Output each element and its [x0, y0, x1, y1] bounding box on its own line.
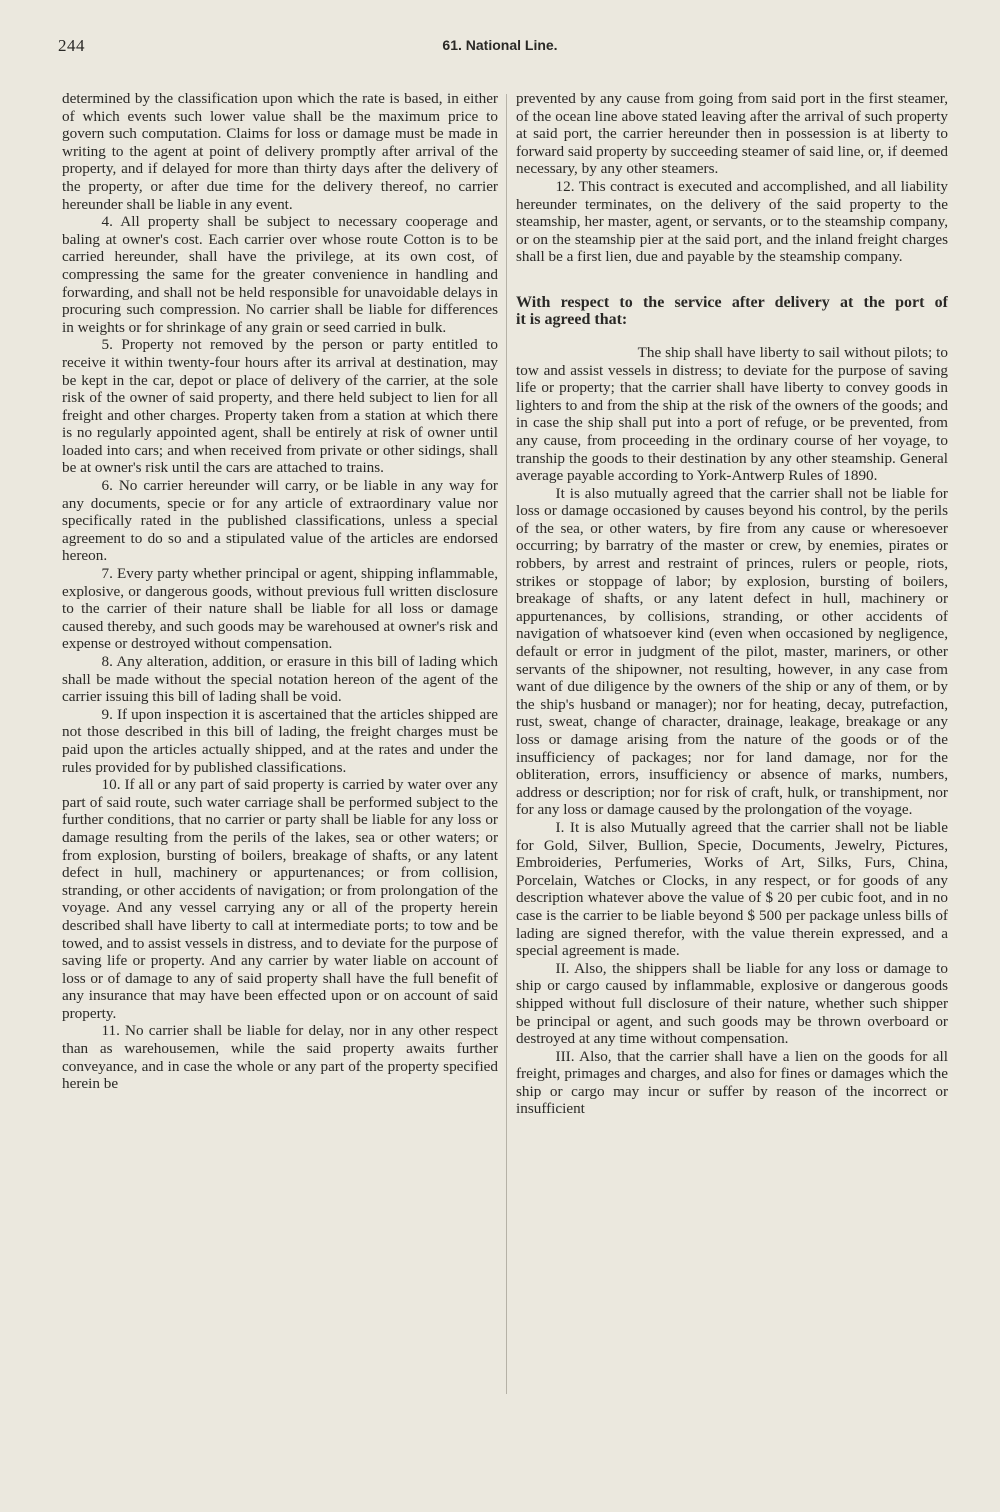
paragraph: prevented by any cause from going from said port in the first steamer, of the ocean line above stated leaving after the arrival of such property at said port, the carrier hereunder then in possession is at liberty to forward said property by succeeding steamer of said line, or, if deemed necessary, by any other steamers. [516, 90, 948, 178]
paragraph-clause-9: 9. If upon inspection it is ascertained that the articles shipped are not those described in this bill of lading, the freight charges must be paid upon the articles actually shipped, and at the rates and under the rules provided for by published classifications. [62, 705, 498, 776]
column-divider [506, 94, 507, 1394]
paragraph-clause-ii: II. Also, the shippers shall be liable for any loss or damage to ship or cargo caused by inflammable, explosive or dangerous goods shipped without full disclosure of their nature, whether such shipper be principal or agent, and such goods may be thrown overboard or destroyed at any time without compensation. [516, 959, 948, 1048]
paragraph-clause-iii: III. Also, that the carrier shall have a lien on the goods for all freight, primages and charges, and also for fines or damages which the ship or cargo may incur or suffer by reason of the incorrect or insufficient [516, 1047, 948, 1118]
paragraph-clause-6: 6. No carrier hereunder will carry, or be liable in any way for any documents, specie or for any article of extraordinary value nor specifically rated in the published classifications, unless a special agreement to do so and a stipulated value of the articles are endorsed hereon. [62, 477, 498, 565]
right-column [516, 90, 948, 1420]
page-number: 244 [58, 36, 85, 55]
running-head: 61. National Line. [442, 37, 558, 53]
section-heading: With respect to the service after delivery at the port of it is agreed that: [516, 293, 948, 328]
paragraph-clause-7: 7. Every party whether principal or agent, shipping inflammable, explosive, or dangerous goods, without previous full written disclosure to the carrier of their nature shall be liable for all loss or damage caused thereby, and such goods may be warehoused at owner's risk and expense or destroyed without compensation. [62, 565, 498, 653]
paragraph-clause-11: 11. No carrier shall be liable for delay, nor in any other respect than as warehousemen, while the said property awaits further conveyance, and in case the whole or any part of the property specified herein be [62, 1022, 498, 1093]
paragraph: It is also mutually agreed that the carrier shall not be liable for loss or damage occasioned by causes beyond his control, by the perils of the sea, or other waters, by fire from any cause or wheresoever occurring; by barratry of the master or crew, by enemies, pirates or robbers, by arrest and restraint of princes, rulers or people, riots, strikes or stoppage of labor; by explosion, bursting of boilers, breakage of shafts, or any latent defect in hull, machinery or appurtenances, by collisions, stranding, or other accidents of navigation of whatsoever kind (even when occasioned by negligence, default or error in judgment of the pilot, master, mariners, or other servants of the shipowner, not resulting, however, in any case from want of due diligence by the owners of the ship or any of them, or by the ship's husband or manager); nor for heating, decay, putrefaction, rust, sweat, change of character, drainage, leakage, breakage or any loss or damage arising from the nature of the goods or of the insufficiency of packages; nor for land damage, nor for the obliteration, errors, insufficiency or absence of marks, numbers, address or description; nor for risk of craft, hulk, or transhipment, nor for any loss or damage caused by the prolongation of the voyage. [516, 484, 948, 819]
paragraph: The ship shall have liberty to sail without pilots; to tow and assist vessels in distress; to deviate for the purpose of saving life or property; that the carrier shall have liberty to convey goods in lighters to and from the ship at the risk of the owners of the goods; and in case the ship shall put into a port of refuge, or be prevented, from any cause, from proceeding in the ordinary course of her voyage, to tranship the goods to their destination by any other steamship. General average payable according to York-Antwerp Rules of 1890. [516, 343, 948, 485]
left-column [62, 90, 498, 1420]
paragraph-clause-5: 5. Property not removed by the person or party entitled to receive it within twenty-four hours after its arrival at destination, may be kept in the car, depot or place of delivery of the carrier, at the sole risk of the owner of said property, and there held subject to lien for all freight and other charges. Property taken from a station at which there is no regularly appointed agent, shall be entirely at risk of owner until loaded into cars; and when received from private or other sidings, shall be at owner's risk until the cars are attached to trains. [62, 336, 498, 477]
page-header [58, 36, 942, 60]
paragraph-clause-8: 8. Any alteration, addition, or erasure in this bill of lading which shall be made without the special notation hereon of the agent of the carrier issuing this bill of lading shall be void. [62, 653, 498, 706]
paragraph-clause-4: 4. All property shall be subject to necessary cooperage and baling at owner's cost. Each carrier over whose route Cotton is to be carried hereunder, shall have the privilege, at its own cost, of compressing the same for the greater convenience in handling and forwarding, and shall not be held responsible for unavoidable delays in procuring such compression. No carrier shall be liable for differences in weights or for shrinkage of any grain or seed carried in bulk. [62, 213, 498, 336]
paragraph-clause-i: I. It is also Mutually agreed that the carrier shall not be liable for Gold, Silver, Bullion, Specie, Documents, Jewelry, Pictures, Embroideries, Perfumeries, Works of Art, Silks, Furs, China, Porcelain, Watches or Clocks, in any respect, or for goods of any description whatever above the value of $ 20 per cubic foot, and in no case is the carrier to be liable beyond $ 500 per package unless bills of lading are signed therefor, with the value therein expressed, and a special agreement is made. [516, 818, 948, 960]
paragraph-clause-12: 12. This contract is executed and accomplished, and all liability hereunder terminates, on the delivery of the said property to the steamship, her master, agent, or servants, or to the steamship company, or on the steamship pier at the said port, and the inland freight charges shall be a first lien, due and payable by the steamship company. [516, 177, 948, 266]
paragraph-clause-10: 10. If all or any part of said property is carried by water over any part of said route, such water carriage shall be performed subject to the further conditions, that no carrier or party shall be liable for any loss or damage resulting from the perils of the lakes, sea or other waters; or from explosion, bursting of boilers, breakage of shafts, or any latent defect in hull, machinery or appurtenances; or from collision, stranding, or other accidents of navigation; or from prolongation of the voyage. And any vessel carrying any or all of the property herein described shall have liberty to call at intermediate ports; to tow and be towed, and to assist vessels in distress, and to deviate for the purpose of saving life or property. And any carrier by water liable on account of loss or of damage to any of said property shall have the full benefit of any insurance that may have been effected upon or on account of said property. [62, 776, 498, 1022]
paragraph: determined by the classification upon which the rate is based, in either of which events such lower value shall be the maximum price to govern such computation. Claims for loss or damage must be made in writing to the agent at point of delivery promptly after arrival of the property, and if delayed for more than thirty days after the delivery of the property, or after due time for the delivery thereof, no carrier hereunder shall be liable in any event. [62, 90, 498, 213]
